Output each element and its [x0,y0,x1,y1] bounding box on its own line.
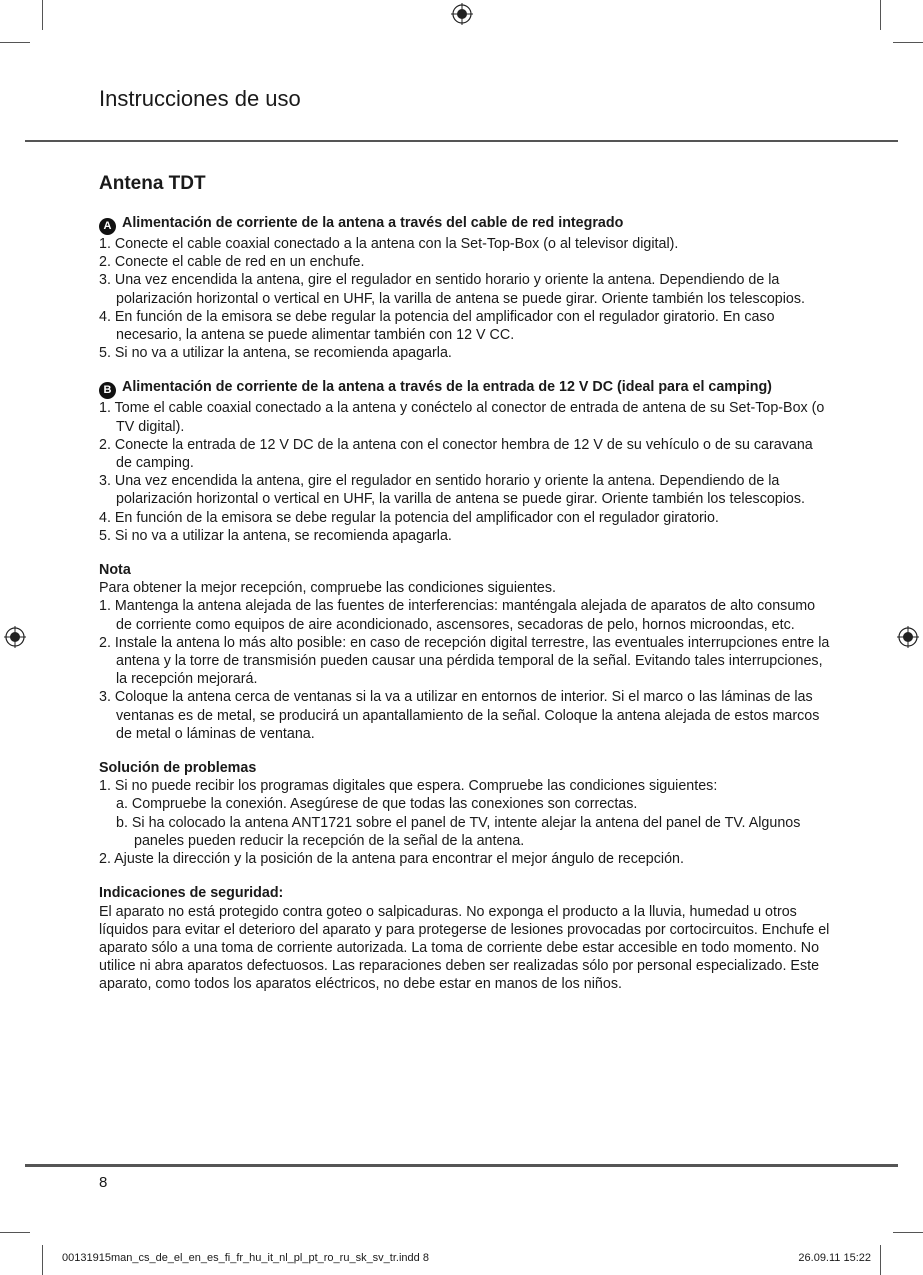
badge-b-icon: B [99,382,116,399]
block-a-steps [99,235,831,362]
list-item: 2. Conecte la entrada de 12 V DC de la antena con el conector hembra de 12 V de su vehículo o de su caravana de camping. [99,436,813,472]
crop-mark [42,0,43,30]
list-item: 1. Tome el cable coaxial conectado a la antena y conéctelo al conector de entrada de antena de su Set-Top-Box (o TV digital). [99,400,825,435]
crop-mark [893,42,923,43]
list-item: 3. Coloque la antena cerca de ventanas si la va a utilizar en entornos de interior. Si el marco o las láminas de las ventanas es de metal, se producirá un apantallamiento de la señal. Coloque la antena alejada de estos marcos de metal o láminas de ventana. [99,689,820,742]
block-b-heading-text: Alimentación de corriente de la antena a través de la entrada de 12 V DC (ideal para el camping) [122,379,772,396]
list-item: a. Compruebe la conexión. Asegúrese de que todas las conexiones son correctas. [116,796,638,813]
list-item: 4. En función de la emisora se debe regular la potencia del amplificador con el regulador giratorio. [99,509,719,526]
list-item: 2. Instale la antena lo más alto posible: en caso de recepción digital terrestre, las eventuales interrupciones entre la antena y la torre de transmisión pueden causar una pérdida temporal de la señal. Evitando tales interrupciones, la recepción mejorará. [99,634,830,688]
list-item: b. Si ha colocado la antena ANT1721 sobre el panel de TV, intente alejar la antena del panel de TV. Algunos paneles pueden reducir la recepción de la señal de la antena. [116,814,801,849]
block-a-heading [99,214,831,235]
crop-mark [880,0,881,30]
crop-mark [893,1232,923,1233]
page-number: 8 [99,1174,108,1191]
list-item: 3. Una vez encendida la antena, gire el regulador en sentido horario y oriente la antena. Dependiendo de la polarización horizontal o vertical en UHF, la varilla de antena se puede girar. Oriente también los telescopios. [99,473,806,508]
footer-filename: 00131915man_cs_de_el_en_es_fi_fr_hu_it_nl_pl_pt_ro_ru_sk_sv_tr.indd 8 [62,1252,429,1264]
troubleshooting-heading: Solución de problemas [99,760,257,777]
footer-date: 26.09.11 15:22 [798,1252,871,1264]
list-item: 2. Ajuste la dirección y la posición de la antena para encontrar el mejor ángulo de recepción. [99,851,684,868]
block-b-heading [99,378,831,399]
troubleshooting-steps [99,777,831,795]
note-heading: Nota [99,562,131,579]
troubleshooting-step-1: 1. Si no puede recibir los programas digitales que espera. Compruebe las condiciones siguientes: [99,778,718,795]
safety-block [99,884,831,993]
page-title: Instrucciones de uso [99,86,301,111]
list-item [99,777,831,795]
crop-mark [880,1245,881,1275]
list-item: 3. Una vez encendida la antena, gire el regulador en sentido horario y oriente la antena. Dependiendo de la polarización horizontal o vertical en UHF, la varilla de antena se puede girar. Oriente también los telescopios. [99,272,806,307]
crop-mark [42,1245,43,1275]
safety-heading: Indicaciones de seguridad: [99,885,284,902]
list-item: 2. Conecte el cable de red en un enchufe. [99,254,365,271]
footer-rule [25,1164,898,1167]
block-b-steps [99,399,831,545]
troubleshooting-block [99,759,831,868]
note-block [99,561,831,743]
list-item: 1. Conecte el cable coaxial conectado a la antena con la Set-Top-Box (o al televisor digital). [99,236,679,252]
safety-text: El aparato no está protegido contra goteo o salpicaduras. No exponga el producto a la lluvia, humedad u otros líquidos para evitar el deterioro del aparato y para protegerse de lesiones provocadas por cortocircuitos. Enchufe el aparato sólo a una toma de corriente autorizada. La toma de corriente debe estar accesible en todo momento. No utilice ni abra aparatos defectuosos. Las reparaciones deben ser realizadas sólo por personal especializado. Este aparato, como todos los aparatos eléctricos, no debe estar en manos de los niños. [99,903,830,993]
note-intro: Para obtener la mejor recepción, compruebe las condiciones siguientes. [99,580,556,597]
crop-mark [0,1232,30,1233]
header-rule [25,140,898,142]
badge-a-icon: A [99,218,116,235]
registration-mark-icon [897,626,919,648]
block-a-heading-text: Alimentación de corriente de la antena a través del cable de red integrado [122,215,624,231]
main-content [99,172,831,1010]
list-item: 5. Si no va a utilizar la antena, se recomienda apagarla. [99,345,452,362]
troubleshooting-steps-2 [99,850,831,868]
troubleshooting-sub-steps [99,795,831,850]
list-item: 1. Mantenga la antena alejada de las fuentes de interferencias: manténgala alejada de aparatos de alto consumo de corriente como equipos de aire acondicionado, ascensores, secadoras de pelo, hornos microondas, etc. [99,598,816,633]
registration-mark-icon [451,3,473,25]
note-steps [99,597,831,743]
registration-mark-icon [4,626,26,648]
crop-mark [0,42,30,43]
list-item: 5. Si no va a utilizar la antena, se recomienda apagarla. [99,527,452,544]
section-title: Antena TDT [99,173,206,194]
block-a [99,214,831,362]
list-item: 4. En función de la emisora se debe regular la potencia del amplificador con el regulador giratorio. En caso necesario, la antena se puede alimentar también con 12 V CC. [99,308,775,344]
block-b [99,378,831,545]
